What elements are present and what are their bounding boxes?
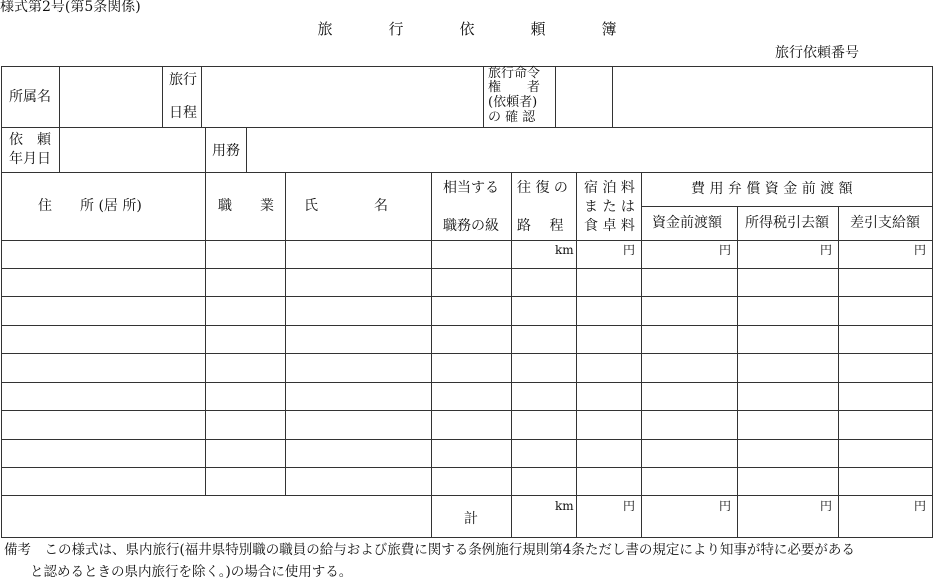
- remarks-line2: と認めるときの県内旅行を除く。)の場合に使用する。: [30, 564, 353, 580]
- total-unit-km: km: [555, 499, 574, 513]
- authority-note-field[interactable]: [613, 67, 932, 127]
- header-occupation: 職 業: [218, 198, 274, 214]
- department-label: 所属名: [9, 89, 51, 105]
- header-lodging-line1: 宿 泊 料: [584, 180, 635, 196]
- department-field[interactable]: [60, 67, 161, 127]
- unit-yen: 円: [820, 243, 833, 257]
- authority-label-line3: (依頼者): [488, 95, 538, 110]
- request-date-field[interactable]: [60, 128, 204, 172]
- travel-schedule-field[interactable]: [202, 67, 482, 127]
- header-grade-line2: 職務の級: [443, 218, 499, 234]
- title-char: 頼: [530, 20, 546, 38]
- purpose-field[interactable]: [247, 128, 932, 172]
- header-name: 氏 名: [304, 198, 388, 214]
- header-lodging-line3: 食 卓 料: [584, 218, 635, 234]
- travel-label: 旅行: [169, 72, 197, 88]
- total-unit-yen: 円: [914, 499, 927, 513]
- unit-yen: 円: [719, 243, 732, 257]
- authority-confirm-field[interactable]: [556, 67, 611, 127]
- total-unit-yen: 円: [820, 499, 833, 513]
- header-advance: 資金前渡額: [652, 215, 722, 231]
- header-route-line1: 往 復 の: [517, 180, 568, 196]
- total-unit-yen: 円: [623, 499, 636, 513]
- header-grade-line1: 相当する: [443, 180, 499, 196]
- header-route-line2: 路 程: [517, 218, 564, 234]
- schedule-label: 日程: [169, 105, 197, 121]
- total-unit-yen: 円: [719, 499, 732, 513]
- header-tax: 所得税引去額: [745, 215, 829, 231]
- unit-yen: 円: [623, 243, 636, 257]
- title-char: 依: [459, 20, 475, 38]
- title-char: 行: [388, 20, 404, 38]
- title-char: 旅: [317, 20, 333, 38]
- document-title: [0, 22, 934, 37]
- title-char: 簿: [601, 20, 617, 38]
- purpose-label: 用務: [212, 143, 240, 159]
- header-lodging-line2: ま た は: [584, 199, 635, 215]
- header-net: 差引支給額: [850, 215, 920, 231]
- request-number-label: 旅行依頼番号: [775, 45, 859, 61]
- authority-label-line1: 旅行命令: [488, 66, 541, 81]
- form-number-label: 様式第2号(第5条関係): [0, 0, 141, 15]
- authority-label-line4: の 確 認: [488, 110, 536, 125]
- header-compensation-group: 費 用 弁 償 資 金 前 渡 額: [691, 181, 853, 197]
- request-date-label-line2: 年月日: [9, 151, 51, 167]
- authority-label-line2: 権 者: [488, 80, 541, 95]
- total-label: 計: [464, 511, 478, 527]
- unit-yen: 円: [914, 243, 927, 257]
- request-date-label-line1: 依 頼: [9, 132, 51, 148]
- unit-km: km: [555, 243, 574, 257]
- remarks-line1: 備考 この様式は、県内旅行(福井県特別職の職員の給与および旅費に関する条例施行規則第4条ただし書の規定により知事が特に必要がある: [4, 542, 855, 558]
- header-address: 住 所 (居 所): [38, 198, 142, 214]
